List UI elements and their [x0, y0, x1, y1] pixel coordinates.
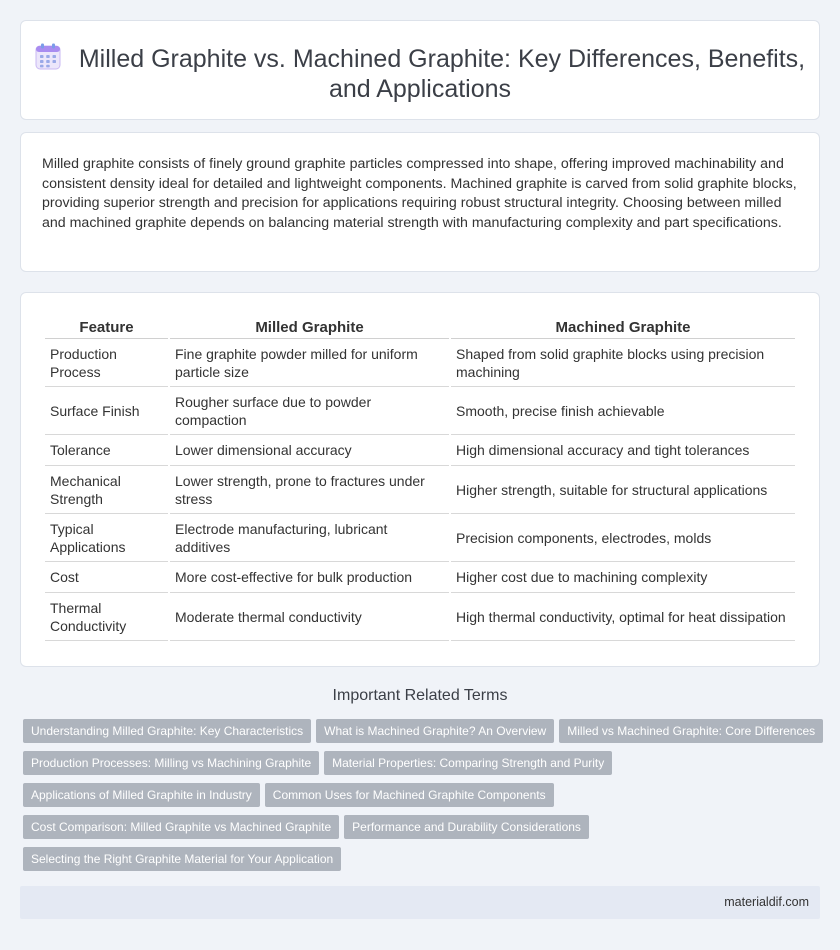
- page-title: Milled Graphite vs. Machined Graphite: Key Differences, Benefits, and Applications: [78, 45, 806, 103]
- cell-milled: Electrode manufacturing, lubricant additives: [170, 514, 449, 562]
- related-tag[interactable]: Performance and Durability Considerations: [344, 815, 589, 839]
- intro-card: [20, 132, 820, 272]
- table-row: [45, 435, 795, 466]
- title-card: [20, 20, 820, 120]
- cell-feature: Typical Applications: [45, 514, 168, 562]
- related-terms-tags: [23, 719, 823, 879]
- cell-milled: Rougher surface due to powder compaction: [170, 387, 449, 435]
- related-terms-title: Important Related Terms: [332, 687, 508, 704]
- header-feature: Feature: [45, 317, 168, 339]
- related-tag[interactable]: Material Properties: Comparing Strength and Purity: [324, 751, 612, 775]
- table-row: [45, 562, 795, 593]
- cell-machined: High thermal conductivity, optimal for heat dissipation: [451, 593, 795, 641]
- related-tag[interactable]: Common Uses for Machined Graphite Components: [265, 783, 554, 807]
- intro-paragraph: Milled graphite consists of finely ground graphite particles compressed into shape, offering improved machinability and consistent density ideal for detailed and lightweight components. Machined graphite is carved from solid graphite blocks, providing superior strength and precision for applications requiring robust structural integrity. Choosing between milled and machined graphite depends on balancing material strength with manufacturing complexity and part specifications.: [42, 156, 797, 231]
- cell-milled: Lower strength, prone to fractures under stress: [170, 466, 449, 514]
- table-row: [45, 339, 795, 387]
- cell-machined: Smooth, precise finish achievable: [451, 387, 795, 435]
- related-tag[interactable]: Applications of Milled Graphite in Industry: [23, 783, 260, 807]
- cell-feature: Mechanical Strength: [45, 466, 168, 514]
- cell-milled: Lower dimensional accuracy: [170, 435, 449, 466]
- table-header-row: [45, 317, 795, 339]
- cell-milled: More cost-effective for bulk production: [170, 562, 449, 593]
- calendar-grid-icon: [35, 43, 61, 71]
- cell-machined: Higher cost due to machining complexity: [451, 562, 795, 593]
- related-tag[interactable]: Understanding Milled Graphite: Key Characteristics: [23, 719, 311, 743]
- cell-machined: Shaped from solid graphite blocks using precision machining: [451, 339, 795, 387]
- comparison-table: [43, 317, 797, 641]
- page-title-wrap: [21, 43, 819, 104]
- comparison-table-card: [20, 292, 820, 667]
- related-tag[interactable]: What is Machined Graphite? An Overview: [316, 719, 554, 743]
- cell-feature: Cost: [45, 562, 168, 593]
- table-row: [45, 466, 795, 514]
- table-row: [45, 387, 795, 435]
- table-row: [45, 593, 795, 641]
- cell-machined: High dimensional accuracy and tight tolerances: [451, 435, 795, 466]
- cell-feature: Thermal Conductivity: [45, 593, 168, 641]
- cell-feature: Surface Finish: [45, 387, 168, 435]
- cell-feature: Production Process: [45, 339, 168, 387]
- cell-machined: Higher strength, suitable for structural applications: [451, 466, 795, 514]
- header-milled-graphite: Milled Graphite: [170, 317, 449, 339]
- related-tag[interactable]: Production Processes: Milling vs Machining Graphite: [23, 751, 319, 775]
- cell-milled: Moderate thermal conductivity: [170, 593, 449, 641]
- footer: [20, 886, 820, 919]
- related-tag[interactable]: Selecting the Right Graphite Material for Your Application: [23, 847, 341, 871]
- related-tag[interactable]: Milled vs Machined Graphite: Core Differences: [559, 719, 823, 743]
- related-tag[interactable]: Cost Comparison: Milled Graphite vs Machined Graphite: [23, 815, 339, 839]
- table-row: [45, 514, 795, 562]
- header-machined-graphite: Machined Graphite: [451, 317, 795, 339]
- cell-feature: Tolerance: [45, 435, 168, 466]
- footer-site-link[interactable]: materialdif.com: [724, 895, 809, 909]
- cell-milled: Fine graphite powder milled for uniform particle size: [170, 339, 449, 387]
- cell-machined: Precision components, electrodes, molds: [451, 514, 795, 562]
